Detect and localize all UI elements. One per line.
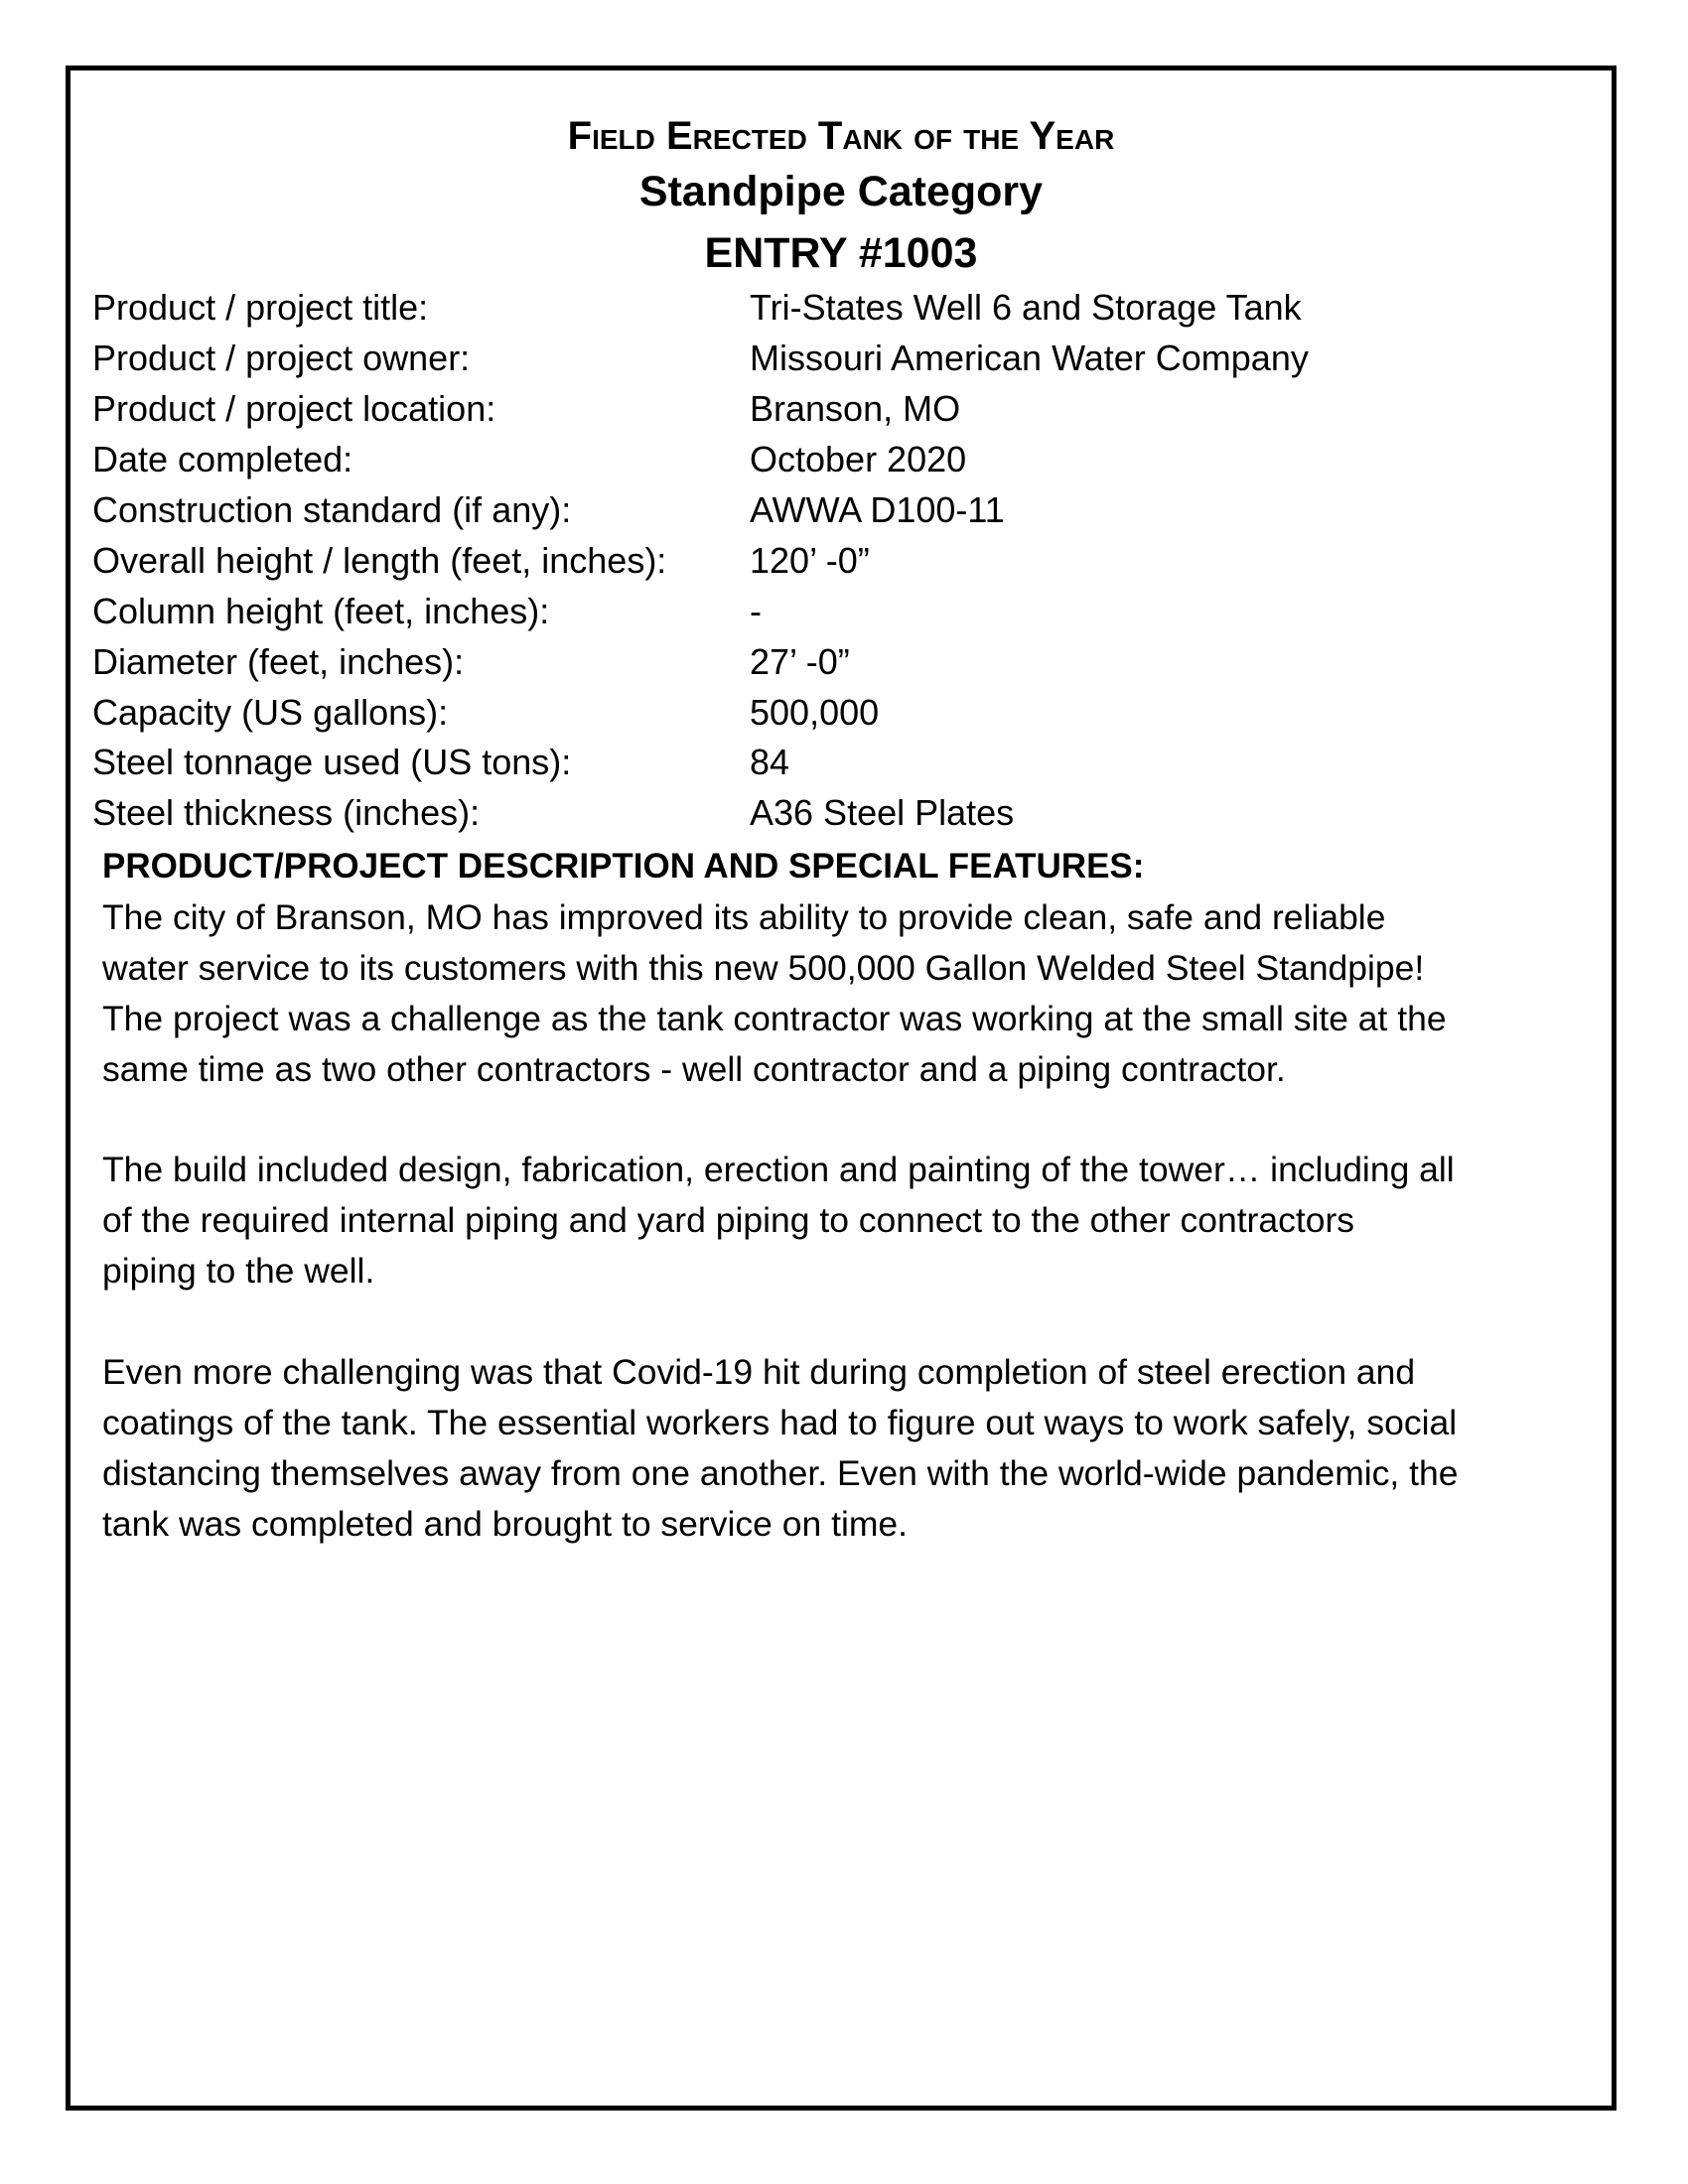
field-row-steel-thickness xyxy=(92,788,1582,839)
field-label: Product / project location: xyxy=(92,388,496,430)
field-value: Tri-States Well 6 and Storage Tank xyxy=(750,287,1302,329)
document-frame xyxy=(66,66,1617,2111)
field-label: Diameter (feet, inches): xyxy=(92,640,465,682)
description-heading: PRODUCT/PROJECT DESCRIPTION AND SPECIAL FEATURES: xyxy=(102,847,1145,886)
field-value: - xyxy=(750,590,762,631)
description-paragraph: The city of Branson, MO has improved its ability to provide clean, safe and reliable water service to its customers with this new 500,000 Gallon Welded Steel Standpipe! The project was a challenge as the tank contractor was working at the small site at the same time as two other contractors - well contractor and a piping contractor. xyxy=(102,897,1447,1089)
field-row-owner xyxy=(92,334,1582,384)
description-paragraph: The build included design, fabrication, erection and painting of the tower… including all of the required internal piping and yard piping to connect to the other contractors piping to the well. xyxy=(102,1150,1455,1291)
field-row-capacity xyxy=(92,687,1582,738)
field-row-overall-height xyxy=(92,535,1582,586)
field-label: Column height (feet, inches): xyxy=(92,590,550,631)
field-label: Product / project owner: xyxy=(92,338,471,379)
field-value: 27’ -0” xyxy=(750,640,850,682)
field-row-title xyxy=(92,283,1582,334)
field-label: Overall height / length (feet, inches): xyxy=(92,539,667,581)
field-label: Product / project title: xyxy=(92,287,429,329)
field-row-location xyxy=(92,384,1582,435)
field-value: 500,000 xyxy=(750,691,880,733)
category-subtitle: Standpipe Category xyxy=(638,168,1044,215)
field-value: Missouri American Water Company xyxy=(750,338,1309,379)
field-value: A36 Steel Plates xyxy=(750,792,1015,834)
field-value: 84 xyxy=(750,742,790,783)
field-label: Steel thickness (inches): xyxy=(92,792,481,834)
field-row-column-height xyxy=(92,586,1582,636)
field-label: Date completed: xyxy=(92,439,353,480)
field-label: Capacity (US gallons): xyxy=(92,691,449,733)
field-value: October 2020 xyxy=(750,439,967,480)
field-value: Branson, MO xyxy=(750,388,961,430)
entry-number: ENTRY #1003 xyxy=(704,229,978,277)
field-row-diameter xyxy=(92,636,1582,687)
field-label: Steel tonnage used (US tons): xyxy=(92,742,572,783)
field-value: AWWA D100-11 xyxy=(750,489,1005,530)
field-value: 120’ -0” xyxy=(750,539,870,581)
field-row-steel-tonnage xyxy=(92,738,1582,788)
project-fields xyxy=(92,283,1582,839)
field-row-date xyxy=(92,435,1582,485)
field-label: Construction standard (if any): xyxy=(92,489,572,530)
field-row-standard xyxy=(92,485,1582,536)
award-title: Field Erected Tank of the Year xyxy=(567,114,1115,158)
description-paragraph: Even more challenging was that Covid-19 hit during completion of steel erection and coatings of the tank. The essential workers had to figure out ways to work safely, social distancing themselves away from one another. Even with the world-wide pandemic, the tank was completed and brought to service on time. xyxy=(102,1352,1459,1544)
